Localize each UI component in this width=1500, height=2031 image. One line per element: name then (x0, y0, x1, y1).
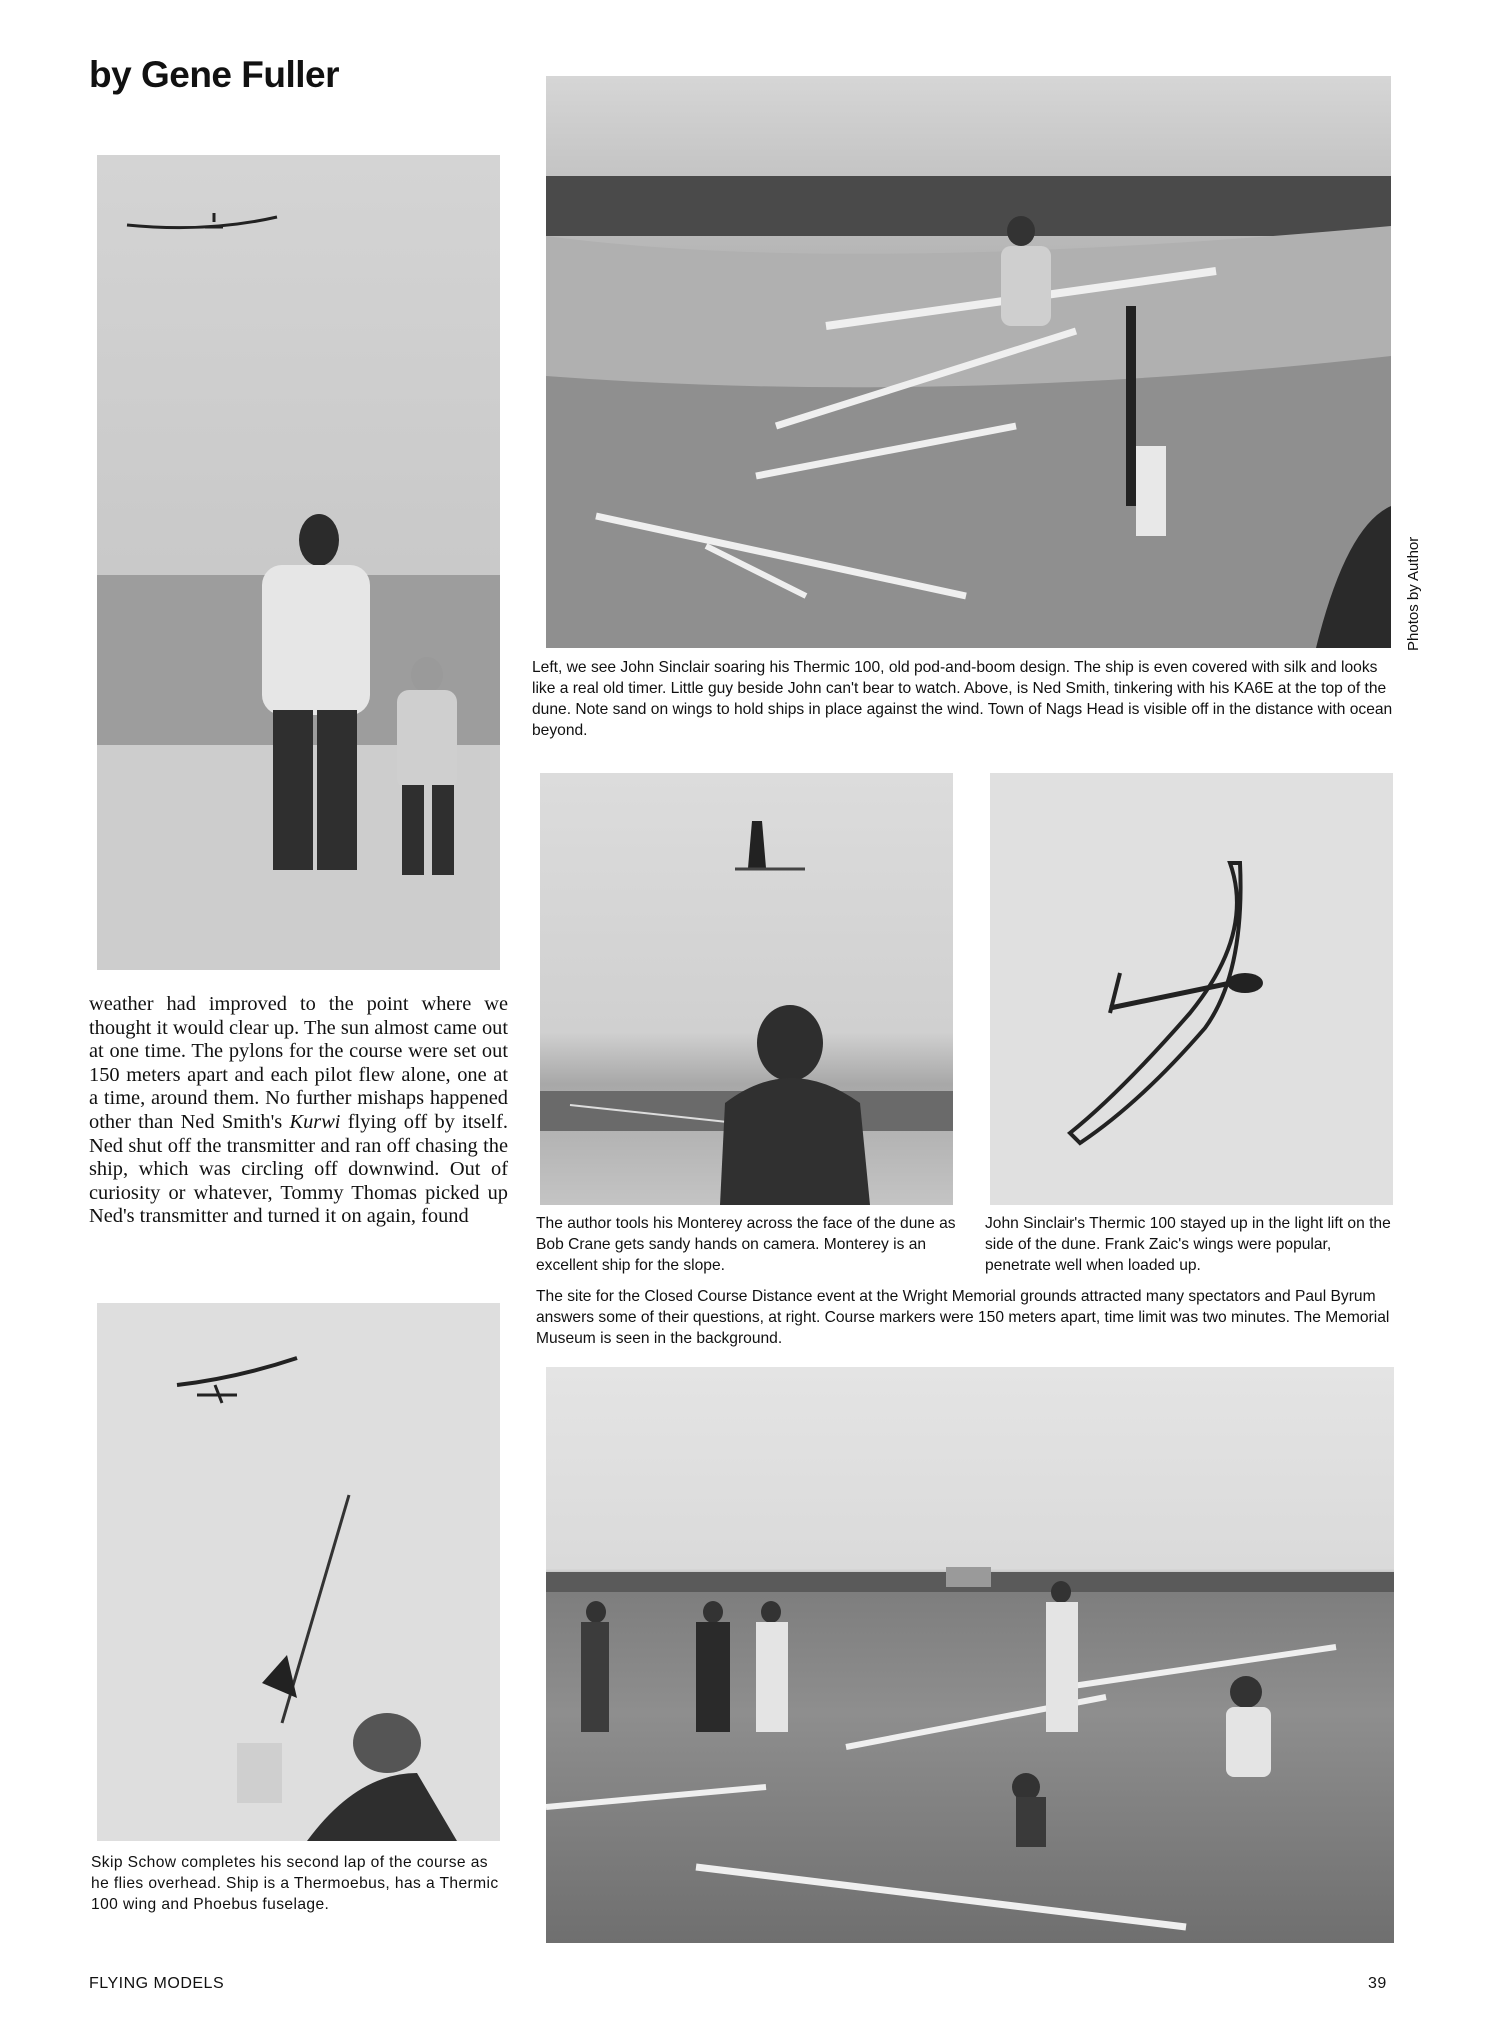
body-paragraph: weather had improved to the point where we thought it would clear up. The sun almost came out at one time. The pylons for the course were set out 150 meters apart and each pilot flew alone, one at a time, around them. No further mishaps happened other than Ned Smith's (89, 993, 508, 1133)
caption-wright-memorial: The site for the Closed Course Distance event at the Wright Memorial grounds attracted many spectators and Paul Byrum answers some of their questions, at right. Course markers were 150 meters apart, time limit was two minutes. The Memorial Museum is seen in the background. (536, 1288, 1390, 1347)
body-text (89, 993, 508, 1229)
page-number: 39 (1368, 1975, 1387, 1992)
body-paragraph-end: flying off by itself. Ned shut off the transmitter and ran off chasing the ship, which was circling off downwind. Out of curiosity or whatever, Tommy Thomas picked up Ned's transmitter and turned it on again, found (89, 1110, 508, 1228)
photo-dune-models (546, 76, 1391, 648)
photo-author-monterey (540, 773, 953, 1205)
caption-thermic-100: John Sinclair's Thermic 100 stayed up in the light lift on the side of the dune. Frank Zaic's wings were popular, penetrate well when loaded up. (985, 1215, 1391, 1274)
caption-skip-schow: Skip Schow completes his second lap of the course as he flies overhead. Ship is a Thermoebus, has a Thermic 100 wing and Phoebus fuselage. (91, 1854, 499, 1913)
photo-thermic-100 (990, 773, 1393, 1205)
photo-sinclair-watching (97, 155, 500, 970)
body-italic-name: Kurwi (289, 1110, 341, 1133)
photo-wright-memorial (546, 1367, 1394, 1943)
photo-credit: Photos by Author (1405, 536, 1422, 651)
photo-skip-schow (97, 1303, 500, 1841)
magazine-name: FLYING MODELS (89, 1975, 225, 1992)
caption-dune: Left, we see John Sinclair soaring his Thermic 100, old pod-and-boom design. The ship is even covered with silk and looks like a real old timer. Little guy beside John can't bear to watch. Above, is Ned Smith, tinkering with his KA6E at the top of the dune. Note sand on wings to hold ships in place against the wind. Town of Nags Head is visible off in the distance with ocean beyond. (532, 659, 1393, 739)
caption-author-monterey: The author tools his Monterey across the face of the dune as Bob Crane gets sandy hands on camera. Monterey is an excellent ship for the slope. (536, 1215, 956, 1274)
byline: by Gene Fuller (89, 54, 340, 95)
